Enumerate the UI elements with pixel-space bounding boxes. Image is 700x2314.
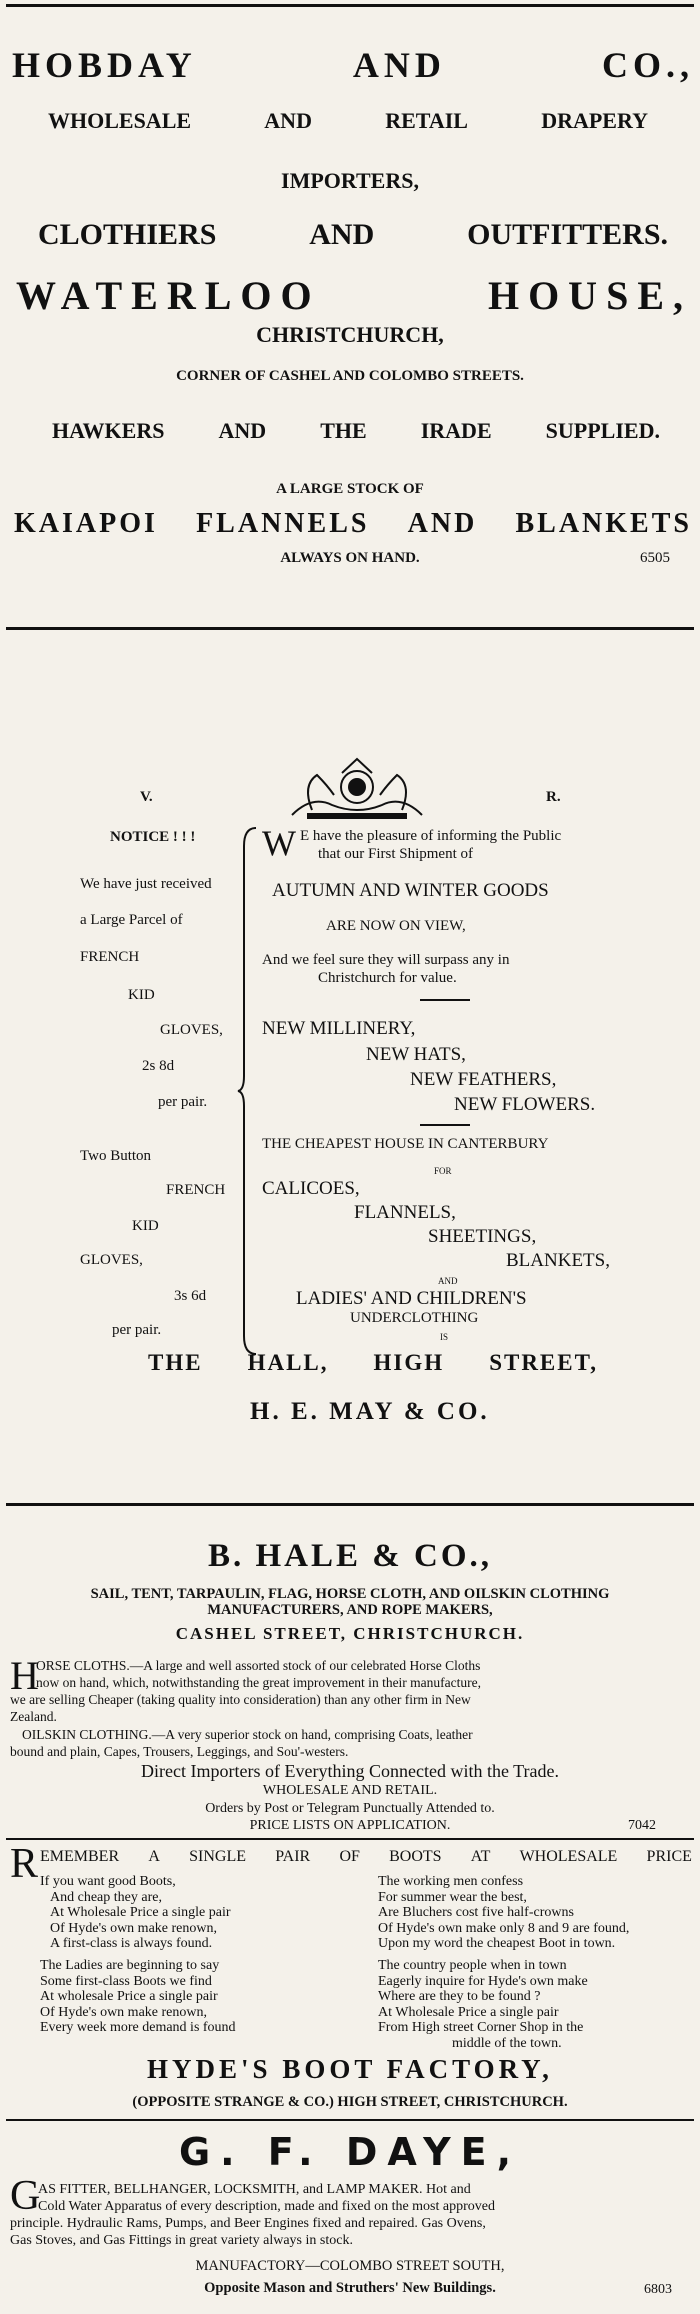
verse-line: Of Hyde's own make only 8 and 9 are found, (378, 1920, 630, 1936)
verse-line: The Ladies are beginning to say (40, 1958, 220, 1973)
daye-title: G. F. DAYE, (178, 2130, 522, 2174)
intro-line: that our First Shipment of (318, 846, 473, 862)
ref-number: 6505 (640, 550, 670, 566)
hawkers-line (52, 418, 660, 444)
word: BOOTS (389, 1848, 442, 1865)
verse-line: Every week more demand is found (40, 2020, 236, 2035)
left-line: a Large Parcel of (80, 912, 183, 928)
verse-line: Are Bluchers cost five half-crowns (378, 1905, 574, 1920)
verse-line: And cheap they are, (50, 1889, 162, 1905)
wholesale-line (48, 108, 648, 134)
short-rule (420, 999, 470, 1001)
word: IRADE (420, 418, 492, 443)
underclothing-line: UNDERCLOTHING (350, 1310, 479, 1326)
daye-text: principle. Hydraulic Rams, Pumps, and Beer Engines fixed and repaired. Gas Ovens, (10, 2216, 486, 2231)
now-on-view: ARE NOW ON VIEW, (326, 918, 466, 934)
fabric-line: BLANKETS, (506, 1250, 610, 1271)
hale-wholesale: WHOLESALE AND RETAIL. (262, 1783, 438, 1798)
millinery-line: NEW MILLINERY, (262, 1018, 416, 1039)
clothiers-line (38, 218, 668, 252)
word: RETAIL (385, 108, 468, 133)
verse-line: Of Hyde's own make renown, (50, 1920, 217, 1936)
word: OUTFITTERS. (467, 218, 668, 251)
verse-right-2 (378, 1958, 588, 2051)
importers-line: IMPORTERS, (281, 168, 419, 193)
word: THE (320, 418, 367, 443)
dropcap-h: H (10, 1653, 39, 1698)
word: DRAPERY (541, 108, 648, 133)
word: AND (407, 508, 478, 539)
and-word: AND (438, 1276, 458, 1286)
v-letter: V. (140, 789, 153, 805)
verse-line: For summer wear the best, (378, 1889, 527, 1905)
corner-line: CORNER OF CASHEL AND COLOMBO STREETS. (176, 368, 524, 384)
kaiapoi-line (14, 508, 692, 540)
title-word: HOBDAY (12, 45, 197, 85)
intro-line: E have the pleasure of informing the Public (300, 828, 562, 844)
millinery-line: NEW FLOWERS. (454, 1094, 596, 1115)
word: STREET, (489, 1350, 598, 1375)
ref-number: 7042 (628, 1818, 656, 1833)
verse-line: At Wholesale Price a single pair (50, 1905, 231, 1920)
verse-right-1 (378, 1874, 629, 1952)
left-line: We have just received (80, 876, 212, 892)
hale-text: ORSE CLOTHS.—A large and well assorted stock of our celebrated Horse Cloths (36, 1658, 481, 1673)
fabric-line: CALICOES, (262, 1178, 360, 1199)
word: WHOLESALE (48, 108, 192, 133)
verse-line: middle of the town. (452, 2035, 562, 2051)
left-line: KID (132, 1218, 159, 1234)
is-word: IS (440, 1332, 449, 1342)
title-word: CO., (602, 45, 694, 85)
dropcap-w: W (262, 823, 296, 863)
hale-sub: MANUFACTURERS, AND ROPE MAKERS, (207, 1602, 493, 1618)
word: SINGLE (189, 1848, 247, 1865)
hale-sub: SAIL, TENT, TARPAULIN, FLAG, HORSE CLOTH, AND OILSKIN CLOTHING (90, 1586, 610, 1602)
word: AND (218, 418, 267, 443)
hale-direct: Direct Importers of Everything Connected with the Trade. (141, 1761, 559, 1781)
word: HALL, (247, 1350, 329, 1375)
title-word: AND (352, 45, 446, 85)
verse-line: The working men confess (378, 1874, 524, 1889)
word: PRICE (646, 1848, 692, 1865)
hale-text: Zealand. (10, 1709, 57, 1724)
hale-price-lists: PRICE LISTS ON APPLICATION. (249, 1818, 451, 1833)
hall-line (148, 1350, 598, 1376)
hobday-title (12, 44, 694, 86)
brace-divider (236, 826, 260, 1356)
verse-line: At wholesale Price a single pair (40, 1989, 218, 2004)
verse-line: The country people when in town (378, 1958, 567, 1973)
cheapest-line: THE CHEAPEST HOUSE IN CANTERBURY (262, 1136, 549, 1152)
verse-line: Eagerly inquire for Hyde's own make (378, 1973, 588, 1989)
word: AND (309, 218, 375, 251)
verse-line: Where are they to be found ? (378, 1989, 541, 2004)
hale-title: B. HALE & CO., (207, 1538, 493, 1574)
fabric-line: SHEETINGS, (428, 1226, 537, 1247)
royal-crest-icon (272, 755, 442, 823)
word: A (148, 1848, 160, 1865)
verse-line: Upon my word the cheapest Boot in town. (378, 1936, 616, 1951)
verse-line: A first-class is always found. (50, 1936, 213, 1951)
daye-opposite: Opposite Mason and Struthers' New Buildings. (204, 2280, 496, 2296)
word: AT (470, 1848, 491, 1865)
boots-heading (40, 1848, 692, 1866)
daye-text: AS FITTER, BELLHANGER, LOCKSMITH, and LAMP MAKER. Hot and (38, 2182, 471, 2197)
left-line: GLOVES, (160, 1022, 223, 1038)
left-line: 3s 6d (174, 1288, 207, 1304)
autumn-line: AUTUMN AND WINTER GOODS (272, 880, 549, 901)
left-line: per pair. (158, 1094, 208, 1110)
word: HAWKERS (52, 418, 165, 443)
christchurch-line: CHRISTCHURCH, (256, 322, 444, 347)
top-border (6, 4, 694, 7)
daye-text: Gas Stoves, and Gas Fittings in great variety always in stock. (10, 2233, 353, 2248)
word: WATERLOO (16, 273, 321, 318)
millinery-line: NEW HATS, (366, 1044, 466, 1065)
left-line: GLOVES, (80, 1252, 143, 1268)
left-line: Two Button (80, 1148, 152, 1164)
verse-line: If you want good Boots, (40, 1874, 176, 1889)
r-letter: R. (546, 789, 561, 805)
surpass-line: And we feel sure they will surpass any in (262, 952, 510, 968)
divider (6, 1503, 694, 1506)
word: EMEMBER (40, 1848, 120, 1865)
left-line: 2s 8d (142, 1058, 175, 1074)
verse-left-2 (40, 1958, 236, 2036)
dropcap-g: G (10, 2173, 41, 2219)
left-line: FRENCH (166, 1182, 226, 1198)
word: BLANKETS (515, 508, 692, 539)
may-company: H. E. MAY & CO. (250, 1398, 490, 1425)
verse-left-1 (40, 1874, 231, 1952)
hale-text: OILSKIN CLOTHING.—A very superior stock on hand, comprising Coats, leather (22, 1727, 473, 1742)
verse-line: At Wholesale Price a single pair (378, 2004, 559, 2020)
hale-text: we are selling Cheaper (taking quality into consideration) than any other firm in New (10, 1692, 471, 1707)
hyde-address: (OPPOSITE STRANGE & CO.) HIGH STREET, CHRISTCHURCH. (132, 2094, 568, 2110)
left-line: per pair. (112, 1322, 162, 1338)
word: PAIR (275, 1848, 311, 1865)
word: OF (339, 1848, 360, 1865)
word: HIGH (373, 1350, 445, 1375)
word: SUPPLIED. (545, 418, 660, 443)
surpass-line: Christchurch for value. (318, 970, 457, 986)
hale-address: CASHEL STREET, CHRISTCHURCH. (175, 1624, 525, 1643)
hale-orders: Orders by Post or Telegram Punctually Attended to. (205, 1801, 495, 1816)
word: AND (264, 108, 312, 133)
word: WHOLESALE (519, 1848, 618, 1865)
short-rule (420, 1124, 470, 1126)
divider (6, 2119, 694, 2121)
verse-line: Of Hyde's own make renown, (40, 2004, 207, 2020)
word: KAIAPOI (14, 508, 158, 539)
verse-line: From High street Corner Shop in the (378, 2020, 584, 2035)
daye-text: Cold Water Apparatus of every description, made and fixed on the most approved (38, 2199, 495, 2214)
word: FLANNELS (196, 508, 370, 539)
for-word: FOR (434, 1166, 452, 1176)
millinery-line: NEW FEATHERS, (410, 1069, 557, 1090)
hyde-factory: HYDE'S BOOT FACTORY, (147, 2054, 553, 2084)
hale-text: now on hand, which, notwithstanding the great improvement in their manufacture, (36, 1675, 482, 1690)
dropcap-r: R (10, 1841, 39, 1887)
notice-heading: NOTICE ! ! ! (110, 829, 196, 845)
always-line: ALWAYS ON HAND. (280, 550, 420, 566)
divider (6, 1838, 694, 1840)
waterloo-line (16, 272, 692, 319)
hale-text: bound and plain, Capes, Trousers, Leggings, and Sou'-westers. (10, 1744, 349, 1759)
left-line: KID (128, 987, 155, 1003)
verse-line: Some first-class Boots we find (40, 1973, 212, 1989)
divider (6, 627, 694, 630)
large-stock-line: A LARGE STOCK OF (276, 481, 424, 497)
word: HOUSE, (487, 273, 692, 318)
ladies-line: LADIES' AND CHILDREN'S (296, 1288, 527, 1309)
left-line: FRENCH (80, 949, 140, 965)
word: THE (148, 1350, 203, 1375)
word: CLOTHIERS (38, 218, 217, 251)
ref-number: 6803 (644, 2282, 672, 2297)
fabric-line: FLANNELS, (354, 1202, 456, 1223)
daye-manufactory: MANUFACTORY—COLOMBO STREET SOUTH, (195, 2258, 505, 2274)
